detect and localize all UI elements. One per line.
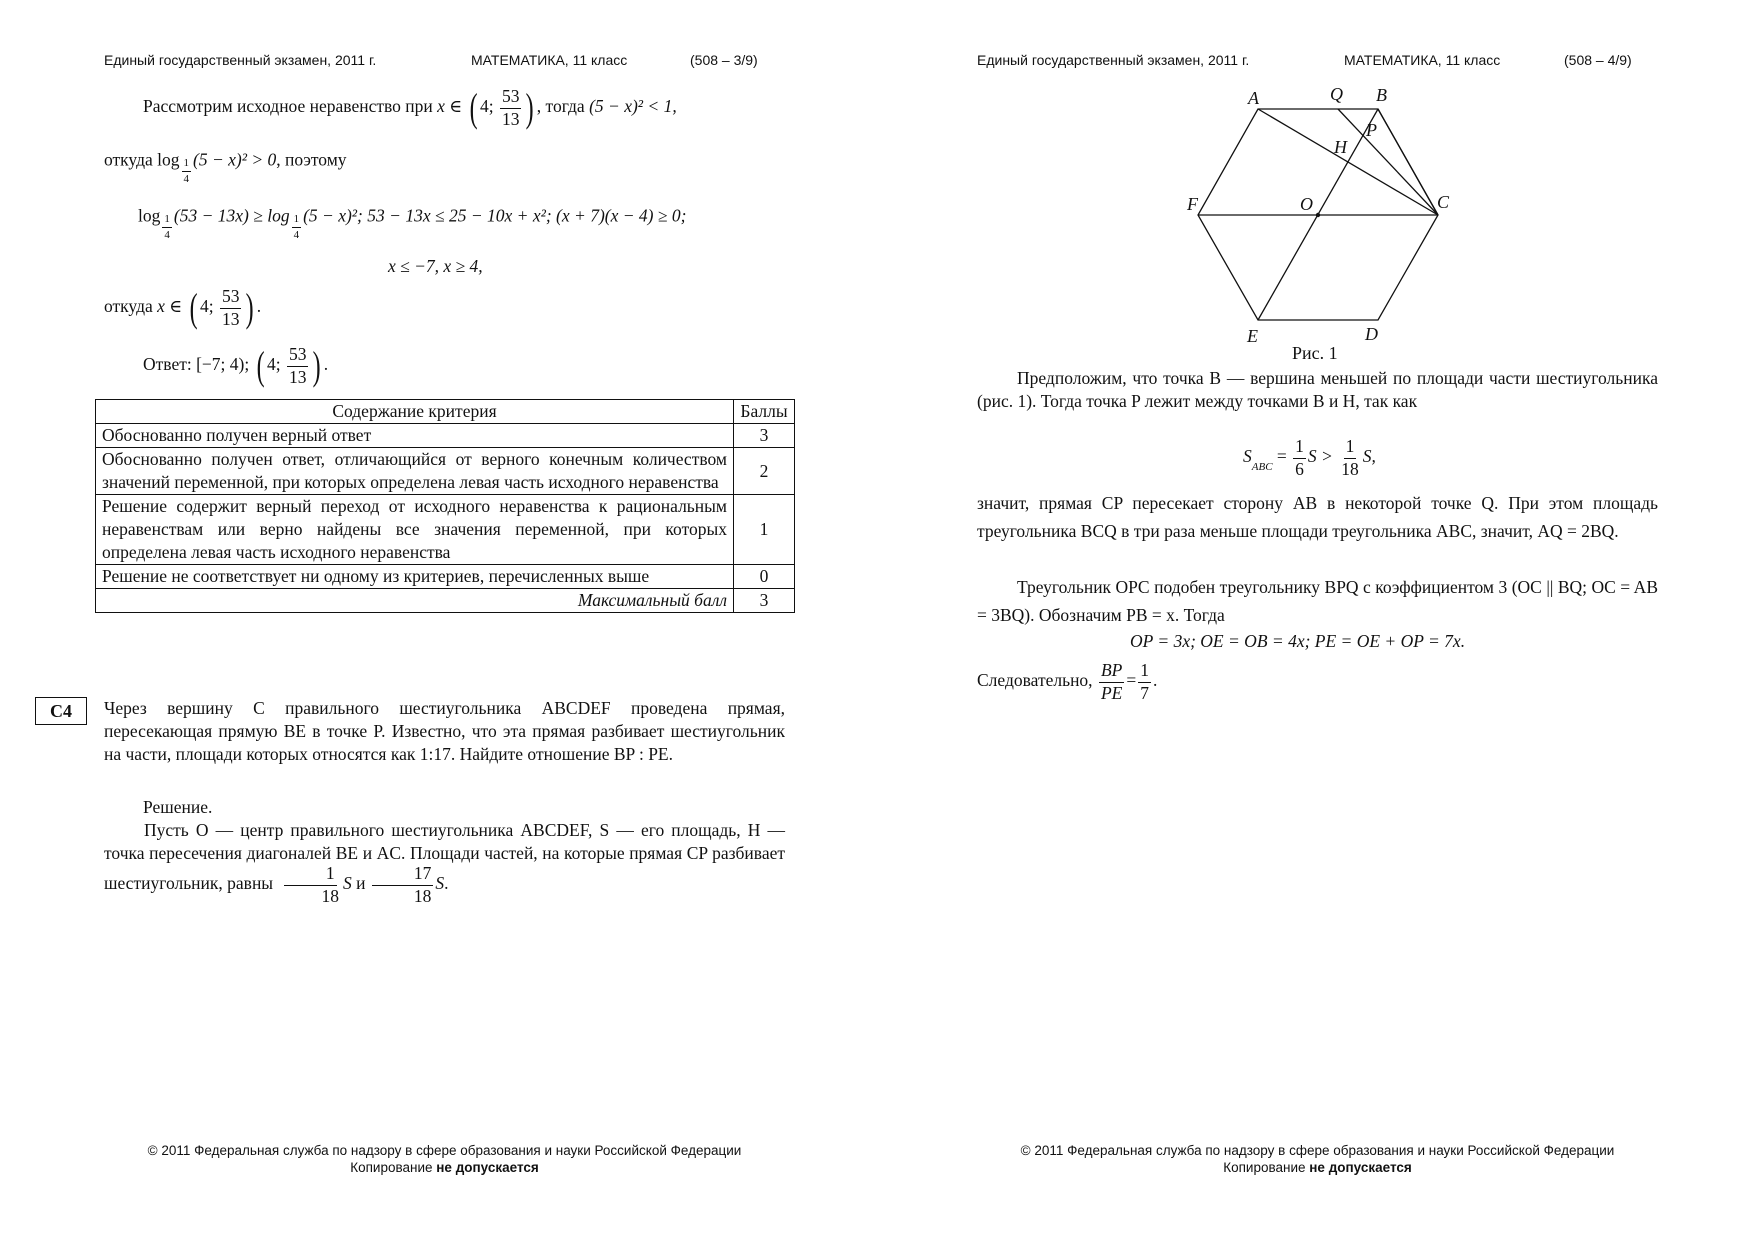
frac-bp-pe: $\frac{BP}{PE}$ — [1100, 660, 1123, 703]
right-para1: Предположим, что точка B — вершина меньшей по площади части шестиугольника (рис. 1). Тогда точка P лежит между точками B и H, так как — [977, 368, 1658, 411]
label-e: E — [1247, 326, 1258, 346]
label-o: O — [1300, 194, 1313, 214]
conclusion-label: Следовательно, — [977, 670, 1093, 691]
right-footer — [977, 1142, 1658, 1176]
table-row — [96, 495, 795, 565]
hexagon-figure — [1170, 80, 1470, 360]
eq-sign: = — [1276, 446, 1287, 467]
header-criterion: Содержание критерия — [96, 400, 734, 424]
then-text: , тогда — [536, 96, 585, 117]
whence-text: откуда — [104, 149, 153, 170]
left-footer — [104, 1142, 785, 1176]
points-cell: 2 — [734, 448, 795, 495]
log-line-part2: (5 − x)²; 53 − 13x ≤ 25 − 10x + x²; (x + 7)(x − 4) ≥ 0; — [303, 205, 687, 226]
criterion-cell: Обоснованно получен ответ, отличающийся от верного конечным количеством значений переменной, при которых определена левая часть исходного неравенства — [96, 448, 734, 495]
line-cq — [1338, 109, 1438, 215]
interval-left-3: 4; — [266, 354, 281, 375]
footer-copy-line — [104, 1159, 785, 1176]
solution-label: Решение. — [143, 797, 213, 817]
right-header-exam: Единый государственный экзамен, 2011 г. — [977, 52, 1250, 68]
formula-op — [1130, 630, 1465, 653]
label-d: D — [1365, 324, 1378, 344]
consider-line: Рассмотрим исходное неравенство при x ∈ ( 4; $\frac{53}{13}$ ) , тогда (5 − x)² < 1, — [143, 85, 677, 130]
max-points: 3 — [734, 589, 795, 613]
footer-forbidden: не допускается — [1309, 1160, 1412, 1175]
s-gt: S > — [1307, 446, 1333, 467]
side-bc — [1378, 109, 1438, 215]
table-row — [96, 448, 795, 495]
consider-text: Рассмотрим исходное неравенство при — [143, 96, 433, 117]
label-c: C — [1437, 192, 1450, 212]
table-header-row — [96, 400, 795, 424]
left-header-subject: МАТЕМАТИКА, 11 класс — [471, 52, 628, 68]
s-var-2: S — [435, 873, 445, 894]
period: . — [1152, 670, 1158, 691]
label-f: F — [1187, 194, 1198, 214]
footer-copyright: © 2011 Федеральная служба по надзору в сфере образования и науки Российской Федерации — [147, 1143, 742, 1158]
x-in: x ∈ — [437, 96, 463, 117]
s-var: S — [342, 873, 352, 894]
label-p: P — [1366, 120, 1377, 140]
whence2-line: откуда x ∈ ( 4; $\frac{53}{13}$ ) . — [104, 285, 262, 330]
log-base-3: $\frac{1}{4}$ — [293, 213, 300, 241]
roots-line — [388, 255, 483, 278]
frac-1-7: $\frac{1}{7}$ — [1140, 660, 1149, 703]
figure-caption: Рис. 1 — [1292, 343, 1338, 360]
frac-1-18: $\frac{1}{18}$ — [279, 865, 341, 905]
left-header-code: (508 – 3/9) — [690, 52, 758, 68]
log-base-2: $\frac{1}{4}$ — [164, 213, 170, 241]
criterion-cell: Обоснованно получен верный ответ — [96, 424, 734, 448]
right-para3: Треугольник OPC подобен треугольнику BPQ с коэффициентом 3 (OC || BQ; OC = AB = 3BQ). Обозначим PB = x. Тогда — [977, 577, 1658, 625]
s-end: S, — [1362, 446, 1376, 467]
footer-copy: Копирование — [350, 1160, 433, 1175]
conclusion-line — [977, 662, 1157, 702]
header-points: Баллы — [734, 400, 795, 424]
footer-copy-line — [977, 1159, 1658, 1176]
frac-1-6: $\frac{1}{6}$ — [1295, 436, 1304, 479]
frac-53-13-b: $\frac{53}{13}$ — [221, 286, 240, 329]
points-cell: 1 — [734, 495, 795, 565]
points-cell: 3 — [734, 424, 795, 448]
task-label-c4: C4 — [35, 697, 87, 725]
and-text: и — [356, 873, 366, 894]
ineq-lt1: (5 − x)² < 1, — [589, 96, 677, 117]
s-sub-abc: ABC — [1251, 461, 1273, 474]
table-row — [96, 565, 795, 589]
center-point — [1316, 213, 1320, 217]
answer-interval: [−7; 4); — [196, 354, 250, 375]
answer-label: Ответ: — [143, 354, 192, 375]
whence-line: откуда log $\frac{1}{4}$ (5 − x)² > 0, поэтому — [104, 149, 347, 185]
whence2-text: откуда — [104, 296, 153, 317]
c4-problem: Через вершину C правильного шестиугольника ABCDEF проведена прямая, пересекающая прямую BE в точке P. Известно, что эта прямая разбивает шестиугольник на части, площади которых относятся как 1:17. Найдите отношение BP : PE. — [104, 698, 785, 764]
eq-sign-2: = — [1126, 670, 1137, 691]
interval-left: 4; — [479, 96, 494, 117]
frac-53-13-c: $\frac{53}{13}$ — [288, 344, 307, 387]
frac-17-18: $\frac{17}{18}$ — [372, 865, 434, 905]
right-para2: значит, прямая CP пересекает сторону AB в некоторой точке Q. При этом площадь треугольника BCQ в три раза меньше площади треугольника ABC, значит, AQ = 2BQ. — [977, 493, 1658, 541]
therefore-text: , поэтому — [276, 149, 347, 170]
roots: x ≤ −7, x ≥ 4, — [388, 256, 483, 276]
criterion-cell: Решение не соответствует ни одному из критериев, перечисленных выше — [96, 565, 734, 589]
solution-text: Пусть O — центр правильного шестиугольника ABCDEF, S — его площадь, H — точка пересечения диагоналей BE и AC. Площади частей, на которые прямая CP разбивает шестиугольник, равны — [104, 820, 785, 894]
s-symbol: S — [1243, 446, 1252, 467]
diagonal-ac — [1258, 109, 1438, 215]
left-header-exam: Единый государственный экзамен, 2011 г. — [104, 52, 377, 68]
footer-copyright: © 2011 Федеральная служба по надзору в сфере образования и науки Российской Федерации — [1020, 1143, 1615, 1158]
c4-solution: Пусть O — центр правильного шестиугольника ABCDEF, S — его площадь, H — точка пересечения диагоналей BE и AC. Площади частей, на которые прямая CP разбивает шестиугольник, равны $\frac{1}{18}$ S и $\frac{17}{18}$ S. — [104, 820, 785, 906]
log-gt0: (5 − x)² > 0 — [193, 149, 277, 170]
table-row — [96, 424, 795, 448]
points-cell: 0 — [734, 565, 795, 589]
log-line: log $\frac{1}{4}$ (53 − 13x) ≥ log $\frac{1}{4}$ (5 − x)²; 53 − 13x ≤ 25 − 10x + x²; (x + 7)(x − 4) ≥ 0; — [138, 205, 687, 241]
right-header-code: (508 – 4/9) — [1564, 52, 1632, 68]
frac-1-18-b: $\frac{1}{18}$ — [1341, 436, 1359, 479]
label-h: H — [1334, 137, 1347, 157]
label-q: Q — [1330, 84, 1343, 104]
log-line-part1: (53 − 13x) ≥ log — [173, 205, 290, 226]
label-a: A — [1248, 88, 1259, 108]
formula-sabc — [1243, 438, 1376, 478]
frac-53-13: $\frac{53}{13}$ — [501, 86, 520, 129]
log-base: $\frac{1}{4}$ — [183, 157, 189, 185]
footer-forbidden: не допускается — [436, 1160, 539, 1175]
right-header-subject: МАТЕМАТИКА, 11 класс — [1344, 52, 1501, 68]
answer-line: Ответ: [−7; 4); ( 4; $\frac{53}{13}$ ) . — [143, 343, 329, 388]
criterion-cell: Решение содержит верный переход от исходного неравенства к рациональным неравенствам или верно найдены все значения переменной, при которых определена левая часть исходного неравенства — [96, 495, 734, 565]
footer-copy: Копирование — [1223, 1160, 1306, 1175]
x-in-2: x ∈ — [157, 296, 183, 317]
label-b: B — [1376, 85, 1387, 105]
interval-left-2: 4; — [199, 296, 214, 317]
formula-op-text: OP = 3x; OE = OB = 4x; PE = OE + OP = 7x. — [1130, 631, 1466, 651]
table-max-row — [96, 589, 795, 613]
criteria-table — [95, 399, 795, 613]
max-label: Максимальный балл — [96, 589, 734, 613]
